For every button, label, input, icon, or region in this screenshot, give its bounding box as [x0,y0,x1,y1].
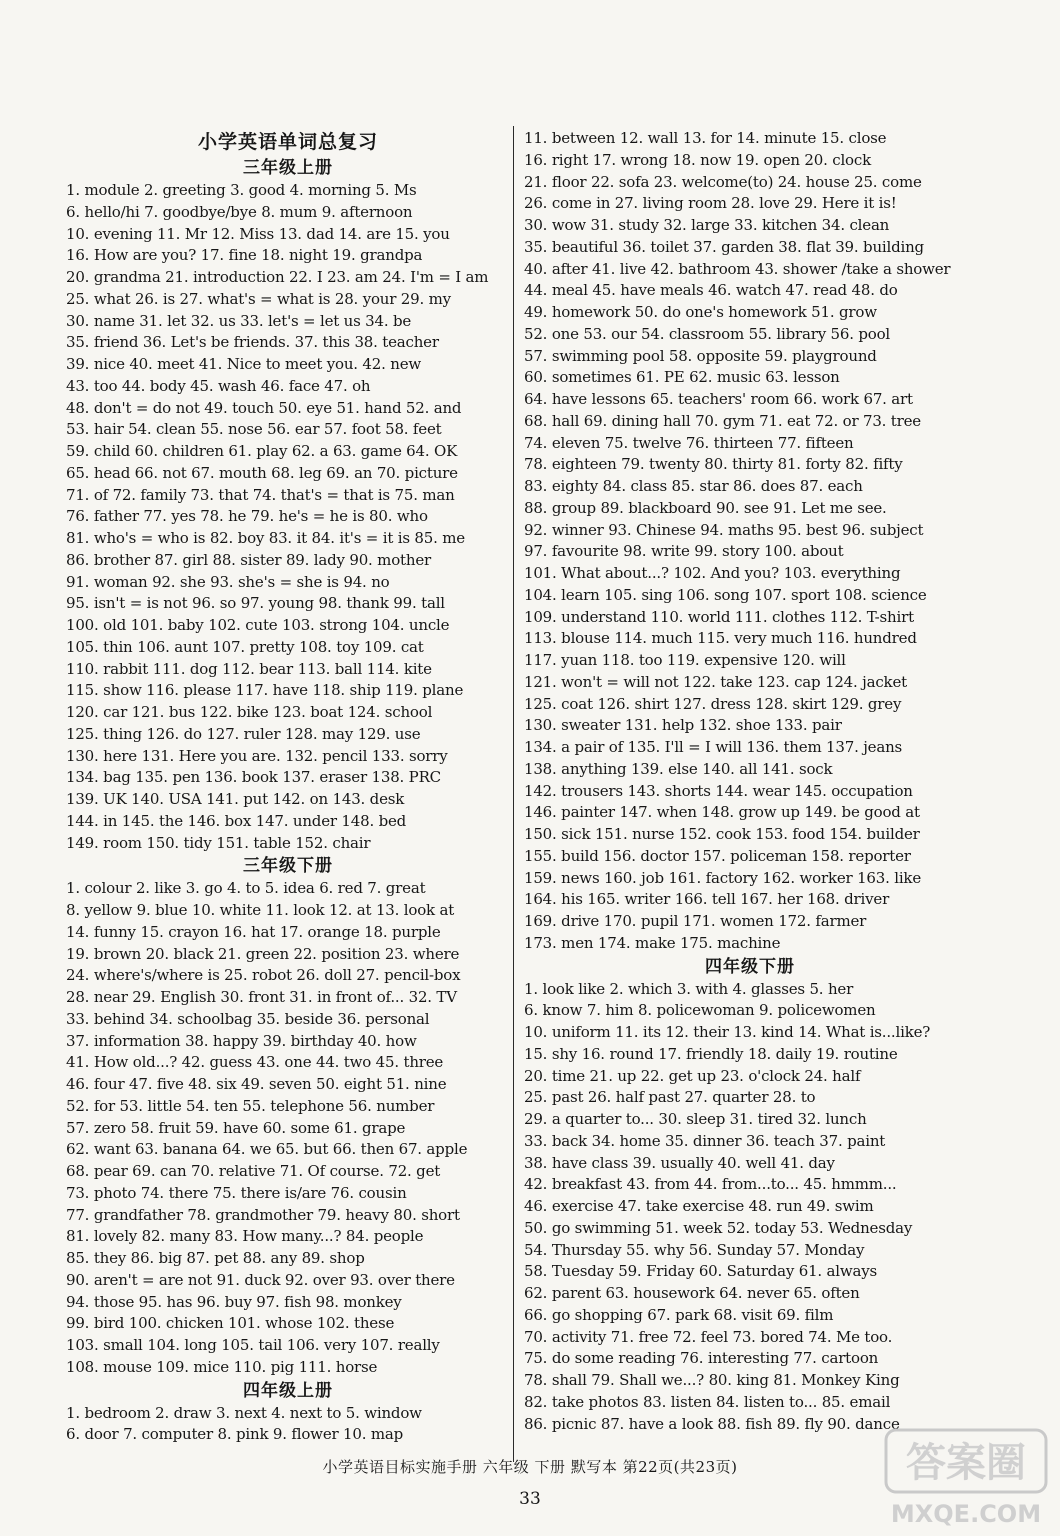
vocab-row: 95. isn't = is not 96. so 97. young 98. thank 99. tall [66,594,445,613]
vocab-row: 20. grandma 21. introduction 22. I 23. am 24. I'm = I am [66,268,489,286]
vocab-row: 50. go swimming 51. week 52. today 53. Wednesday [524,1218,913,1237]
vocab-row: 90. aren't = are not 91. duck 92. over 93. over there [66,1270,455,1289]
vocab-row: 6. door 7. computer 8. pink 9. flower 10. map [66,1425,404,1444]
vocab-row: 76. father 77. yes 78. he 79. he's = he is 80. who [66,507,428,526]
vocab-row: 16. How are you? 17. fine 18. night 19. grandpa [66,246,423,265]
vocab-row: 68. pear 69. can 70. relative 71. Of course. 72. get [66,1162,441,1180]
vocab-row: 85. they 86. big 87. pet 88. any 89. shop [66,1249,365,1267]
section-title: 三年级上册 [243,158,333,178]
vocab-row: 62. parent 63. housework 64. never 65. often [524,1284,860,1302]
vocab-row: 68. hall 69. dining hall 70. gym 71. eat 72. or 73. tree [524,411,921,430]
vocab-row: 1. look like 2. which 3. with 4. glasses 5. her [524,979,854,998]
vocab-row: 35. friend 36. Let's be friends. 37. this 38. teacher [66,333,439,352]
vocab-row: 146. painter 147. when 148. grow up 149. be good at [524,803,920,822]
vocab-row: 38. have class 39. usually 40. well 41. day [524,1153,835,1172]
vocab-row: 25. what 26. is 27. what's = what is 28. your 29. my [66,289,451,308]
vocab-row: 44. meal 45. have meals 46. watch 47. read 48. do [524,281,898,300]
vocab-row: 74. eleven 75. twelve 76. thirteen 77. fifteen [524,433,854,452]
vocab-row: 100. old 101. baby 102. cute 103. strong 104. uncle [66,616,450,634]
vocab-row: 1. colour 2. like 3. go 4. to 5. idea 6. red 7. great [66,879,426,898]
left-column [66,128,510,1446]
vocab-row: 130. sweater 131. help 132. shoe 133. pair [524,716,842,735]
vocab-row: 110. rabbit 111. dog 112. bear 113. ball 114. kite [66,659,432,678]
vocab-row: 78. eighteen 79. twenty 80. thirty 81. forty 82. fifty [524,455,903,474]
right-column [524,128,976,1435]
vocab-row: 71. of 72. family 73. that 74. that's = that is 75. man [66,485,455,504]
vocab-row: 16. right 17. wrong 18. now 19. open 20. clock [524,150,871,169]
vocab-row: 64. have lessons 65. teachers' room 66. work 67. art [524,390,913,408]
vocab-row: 173. men 174. make 175. machine [524,933,781,952]
vocab-row: 70. activity 71. free 72. feel 73. bored 74. Me too. [524,1327,893,1346]
vocab-row: 6. hello/hi 7. goodbye/bye 8. mum 9. afternoon [66,202,413,221]
vocab-row: 6. know 7. him 8. policewoman 9. policewomen [524,1001,876,1020]
vocab-row: 25. past 26. half past 27. quarter 28. to [524,1088,816,1107]
vocab-row: 92. winner 93. Chinese 94. maths 95. best 96. subject [524,520,924,539]
vocab-row: 117. yuan 118. too 119. expensive 120. will [524,651,846,669]
vocab-row: 144. in 145. the 146. box 147. under 148. bed [66,811,407,830]
vocab-row: 29. a quarter to... 30. sleep 31. tired 32. lunch [524,1110,867,1128]
vocab-row: 104. learn 105. sing 106. song 107. sport 108. science [524,585,927,604]
vocab-row: 10. evening 11. Mr 12. Miss 13. dad 14. are 15. you [66,224,450,243]
vocab-row: 53. hair 54. clean 55. nose 56. ear 57. foot 58. feet [66,420,442,439]
vocab-row: 19. brown 20. black 21. green 22. position 23. where [66,944,460,963]
vocab-row: 125. thing 126. do 127. ruler 128. may 129. use [66,724,421,743]
vocab-row: 150. sick 151. nurse 152. cook 153. food 154. builder [524,825,920,843]
vocab-row: 97. favourite 98. write 99. story 100. about [524,542,844,561]
vocab-row: 10. uniform 11. its 12. their 13. kind 14. What is...like? [524,1023,931,1041]
vocab-row: 121. won't = will not 122. take 123. cap 124. jacket [524,672,907,691]
vocab-row: 164. his 165. writer 166. tell 167. her 168. driver [524,890,890,909]
vocab-row: 21. floor 22. sofa 23. welcome(to) 24. house 25. come [524,172,922,191]
vocab-row: 8. yellow 9. blue 10. white 11. look 12. at 13. look at [66,901,455,919]
footer-text: 小学英语目标实施手册 六年级 下册 默写本 第22页(共23页) [322,1458,738,1476]
vocab-row: 94. those 95. has 96. buy 97. fish 98. monkey [66,1292,402,1311]
vocab-row: 57. swimming pool 58. opposite 59. playground [524,346,877,365]
vocab-row: 73. photo 74. there 75. there is/are 76. cousin [66,1183,407,1202]
vocab-row: 20. time 21. up 22. get up 23. o'clock 24. half [524,1066,861,1085]
vocab-row: 60. sometimes 61. PE 62. music 63. lesson [524,368,840,387]
vocab-row: 75. do some reading 76. interesting 77. cartoon [524,1349,879,1368]
vocab-row: 134. bag 135. pen 136. book 137. eraser 138. PRC [66,768,441,787]
vocab-row: 149. room 150. tidy 151. table 152. chair [66,833,371,852]
watermark-text: 答案圈 [906,1440,1026,1486]
vocab-row: 109. understand 110. world 111. clothes 112. T-shirt [524,607,914,626]
vocab-row: 138. anything 139. else 140. all 141. sock [524,759,833,778]
vocab-row: 1. bedroom 2. draw 3. next 4. next to 5. window [66,1403,422,1422]
vocab-row: 142. trousers 143. shorts 144. wear 145. occupation [524,781,913,800]
vocab-row: 88. group 89. blackboard 90. see 91. Let me see. [524,498,887,517]
vocab-row: 169. drive 170. pupil 171. women 172. farmer [524,912,867,930]
vocab-row: 77. grandfather 78. grandmother 79. heavy 80. short [66,1205,460,1224]
vocab-row: 52. for 53. little 54. ten 55. telephone 56. number [66,1096,435,1115]
vocab-row: 83. eighty 84. class 85. star 86. does 87. each [524,477,863,495]
vocab-row: 26. come in 27. living room 28. love 29. Here it is! [524,194,897,213]
vocab-row: 91. woman 92. she 93. she's = she is 94. no [66,572,390,591]
vocab-row: 78. shall 79. Shall we...? 80. king 81. Monkey King [524,1371,900,1389]
section-title: 四年级下册 [705,956,795,977]
vocab-row: 33. back 34. home 35. dinner 36. teach 37. paint [524,1131,886,1150]
section-title: 四年级上册 [243,1380,333,1401]
column-divider [513,126,514,1462]
vocab-row: 46. exercise 47. take exercise 48. run 49. swim [524,1197,874,1215]
vocab-row: 46. four 47. five 48. six 49. seven 50. eight 51. nine [66,1075,447,1093]
watermark-logo-icon [880,1426,1052,1530]
vocab-row: 40. after 41. live 42. bathroom 43. shower /take a shower [524,259,951,278]
vocab-row: 33. behind 34. schoolbag 35. beside 36. personal [66,1009,430,1028]
vocab-row: 101. What about...? 102. And you? 103. everything [524,564,901,582]
vocab-row: 65. head 66. not 67. mouth 68. leg 69. an 70. picture [66,463,458,482]
page-title: 小学英语单词总复习 [197,131,378,153]
vocab-row: 108. mouse 109. mice 110. pig 111. horse [66,1357,378,1376]
vocab-row: 41. How old...? 42. guess 43. one 44. two 45. three [66,1053,444,1072]
vocab-row: 24. where's/where is 25. robot 26. doll 27. pencil-box [66,966,461,985]
vocab-row: 159. news 160. job 161. factory 162. worker 163. like [524,868,922,887]
vocab-row: 52. one 53. our 54. classroom 55. library 56. pool [524,324,891,343]
section-title: 三年级下册 [243,856,333,877]
vocab-row: 49. homework 50. do one's homework 51. grow [524,303,877,321]
vocab-row: 125. coat 126. shirt 127. dress 128. skirt 129. grey [524,694,902,713]
vocab-row: 43. too 44. body 45. wash 46. face 47. oh [66,376,371,395]
vocab-row: 42. breakfast 43. from 44. from...to... 45. hmmm... [524,1175,897,1194]
vocab-row: 39. nice 40. meet 41. Nice to meet you. 42. new [66,355,422,373]
vocab-row: 62. want 63. banana 64. we 65. but 66. then 67. apple [66,1140,468,1159]
vocab-row: 134. a pair of 135. I'll = I will 136. them 137. jeans [524,738,903,756]
vocab-row: 1. module 2. greeting 3. good 4. morning 5. Ms [66,181,417,199]
vocab-row: 86. brother 87. girl 88. sister 89. lady 90. mother [66,550,431,569]
vocab-row: 15. shy 16. round 17. friendly 18. daily 19. routine [524,1044,898,1063]
vocab-row: 81. who's = who is 82. boy 83. it 84. it's = it is 85. me [66,529,465,547]
vocab-row: 82. take photos 83. listen 84. listen to... 85. email [524,1392,891,1411]
vocab-row: 113. blouse 114. much 115. very much 116. hundred [524,629,917,648]
vocab-row: 58. Tuesday 59. Friday 60. Saturday 61. always [524,1262,878,1281]
vocab-row: 30. wow 31. study 32. large 33. kitchen 34. clean [524,216,890,234]
vocab-row: 48. don't = do not 49. touch 50. eye 51. hand 52. and [66,398,462,417]
vocab-row: 14. funny 15. crayon 16. hat 17. orange 18. purple [66,922,441,941]
vocab-row: 59. child 60. children 61. play 62. a 63. game 64. OK [66,442,458,460]
vocab-row: 11. between 12. wall 13. for 14. minute 15. close [524,129,887,147]
vocab-row: 35. beautiful 36. toilet 37. garden 38. flat 39. building [524,237,924,256]
vocab-row: 66. go shopping 67. park 68. visit 69. film [524,1305,834,1324]
watermark-domain: MXQE.COM [890,1500,1042,1528]
vocab-row: 139. UK 140. USA 141. put 142. on 143. desk [66,790,405,808]
vocab-row: 54. Thursday 55. why 56. Sunday 57. Monday [524,1240,865,1259]
page-number: 33 [519,1489,541,1509]
vocab-row: 130. here 131. Here you are. 132. pencil 133. sorry [66,746,448,765]
vocab-row: 86. picnic 87. have a look 88. fish 89. fly 90. dance [524,1414,900,1433]
vocab-row: 99. bird 100. chicken 101. whose 102. these [66,1314,395,1333]
vocab-row: 28. near 29. English 30. front 31. in front of... 32. TV [66,988,457,1006]
vocab-row: 30. name 31. let 32. us 33. let's = let us 34. be [66,311,412,330]
vocab-row: 37. information 38. happy 39. birthday 40. how [66,1031,417,1050]
vocab-row: 120. car 121. bus 122. bike 123. boat 124. school [66,703,433,721]
vocab-row: 115. show 116. please 117. have 118. ship 119. plane [66,681,464,700]
vocab-row: 81. lovely 82. many 83. How many...? 84. people [66,1227,424,1246]
vocab-row: 155. build 156. doctor 157. policeman 158. reporter [524,846,911,865]
vocab-row: 103. small 104. long 105. tail 106. very 107. really [66,1336,440,1354]
vocab-row: 105. thin 106. aunt 107. pretty 108. toy 109. cat [66,637,424,656]
vocab-row: 57. zero 58. fruit 59. have 60. some 61. grape [66,1118,406,1137]
